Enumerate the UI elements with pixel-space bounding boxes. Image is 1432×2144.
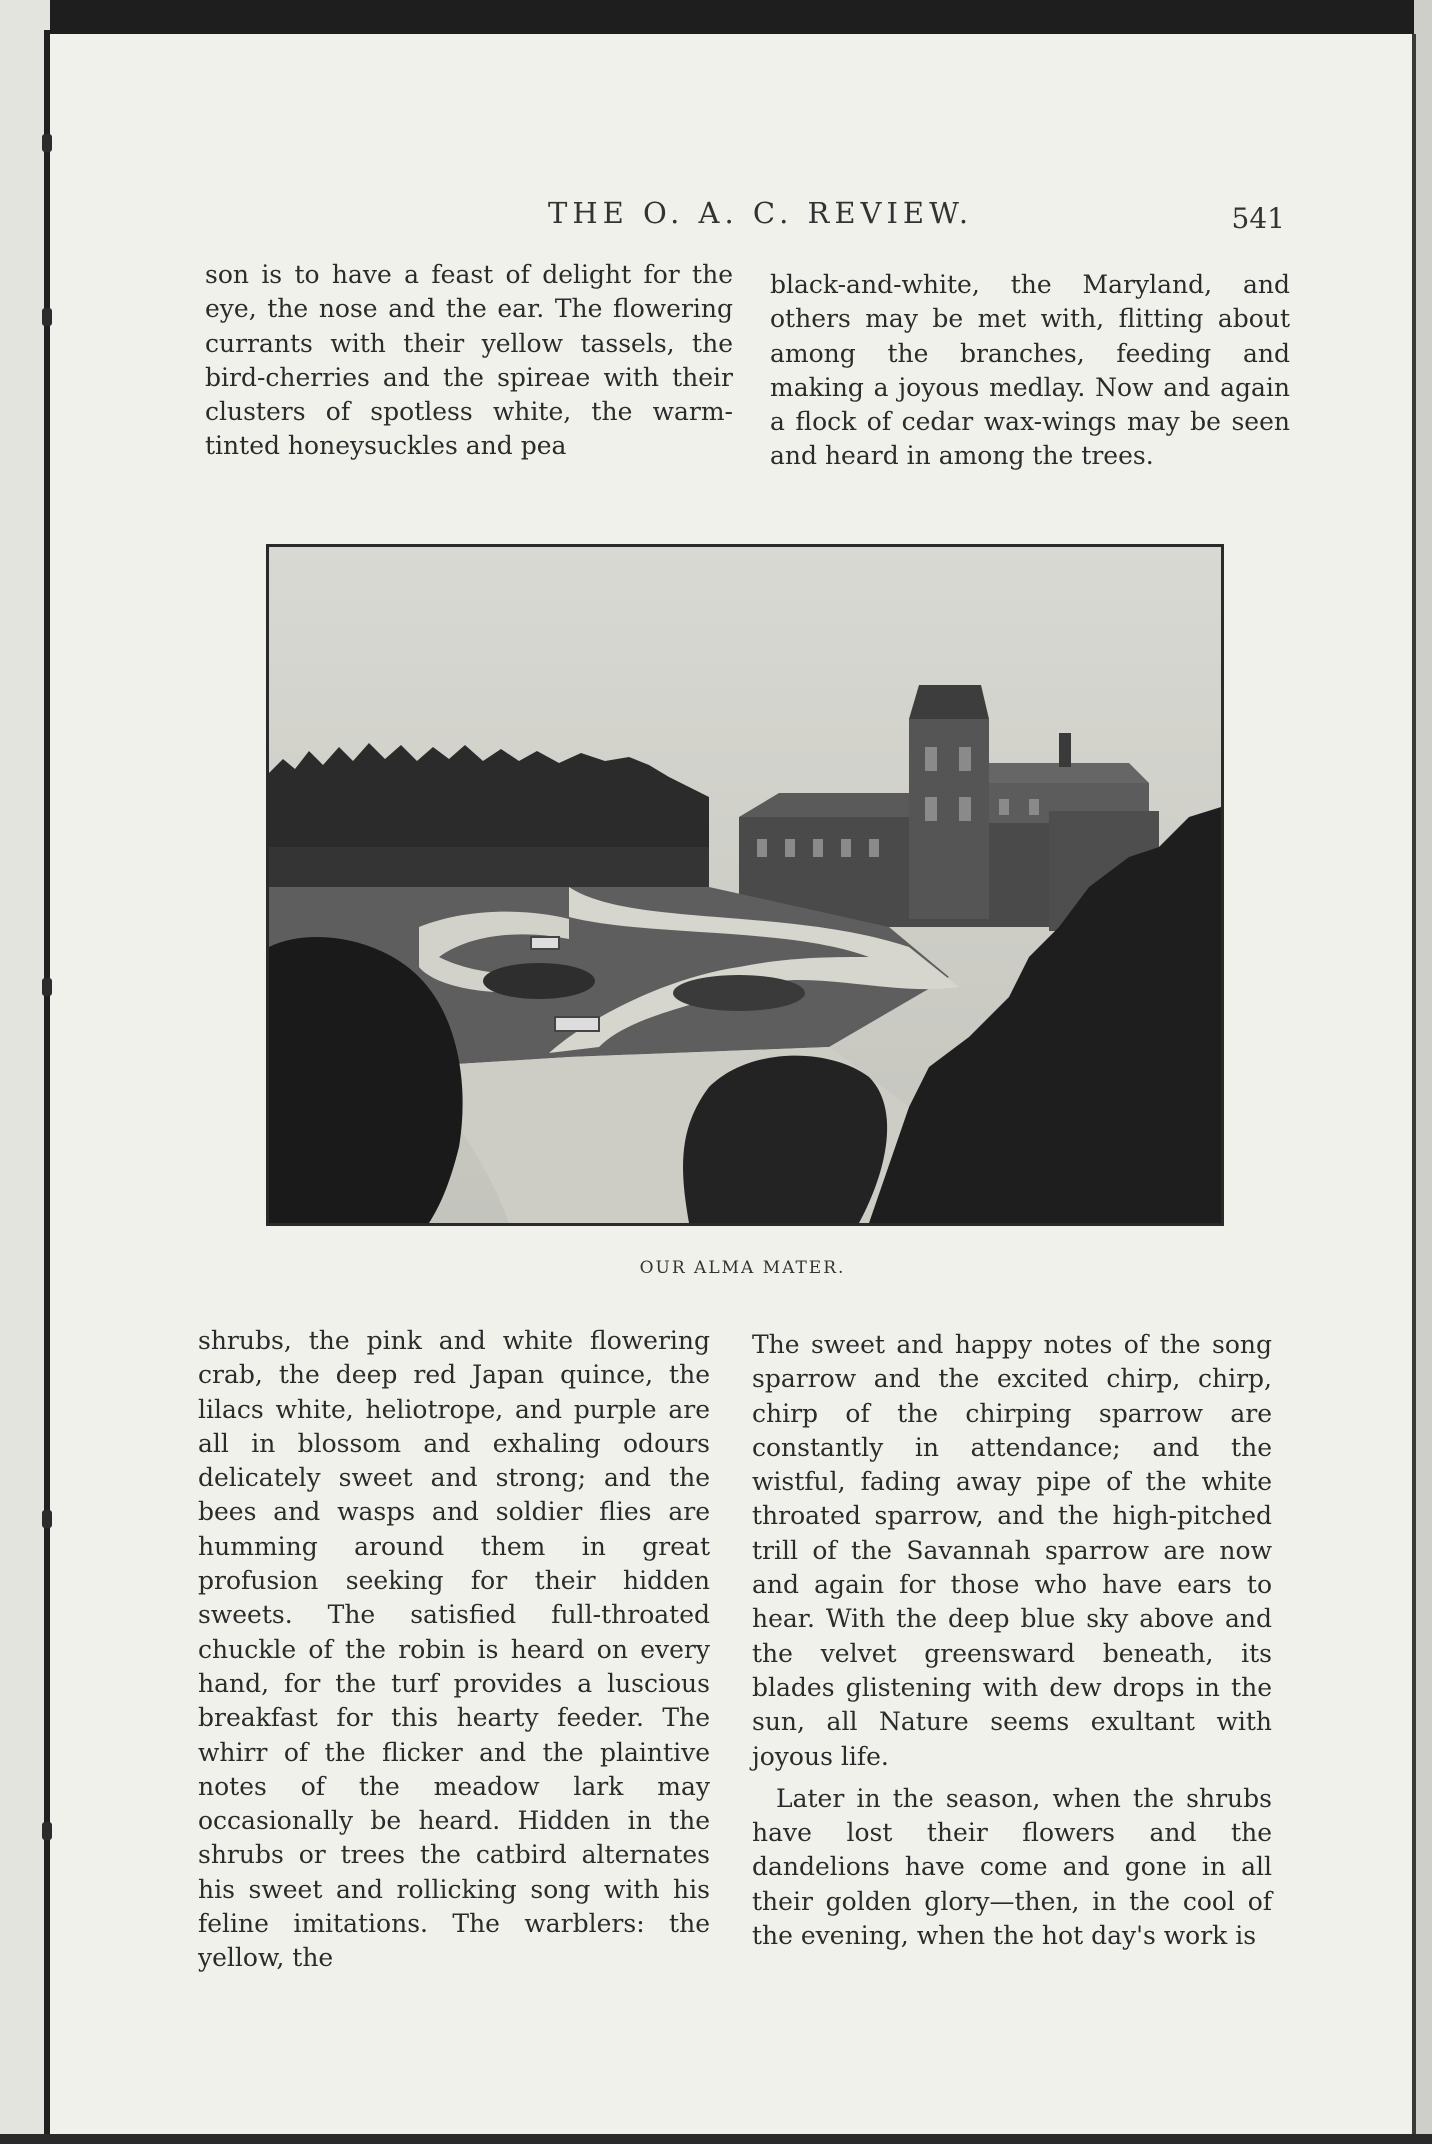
- running-header: [200, 196, 1285, 236]
- campus-photograph: [266, 544, 1224, 1226]
- scan-right-edge: [1414, 0, 1432, 2144]
- page-number: 541: [1231, 202, 1285, 235]
- figure-caption: OUR ALMA MATER.: [639, 1258, 846, 1278]
- text-column-top-left: [205, 258, 733, 464]
- text-column-bottom-left: [198, 1324, 710, 1976]
- paragraph: black-and-white, the Maryland, and others may be met with, flitting about among the branches, feeding and making a joyous medlay. Now and again a flock of cedar wax-wings may be seen and heard in among the trees.: [770, 270, 1290, 471]
- paragraph: The sweet and happy notes of the song sparrow and the excited chirp, chirp, chirp of the chirping sparrow are constantly in attendance; and the wistful, fading away pipe of the white throated sparrow, and the high-pitched trill of the Savannah sparrow are now and again for those who have ears to hear. With the deep blue sky above and the velvet greensward beneath, its blades glistening with dew drops in the sun, all Nature seems exultant with joyous life.: [752, 1330, 1272, 1771]
- text-column-top-right: [770, 268, 1290, 474]
- scan-bottom-edge: [0, 2134, 1432, 2144]
- journal-title: THE O. A. C. REVIEW.: [548, 196, 974, 230]
- text-column-bottom-right: [752, 1328, 1272, 1953]
- paragraph: Later in the season, when the shrubs have lost their flowers and the dandelions have come and gone in all their golden glory—then, in the cool of the evening, when the hot day's work is: [752, 1783, 1272, 1951]
- campus-photo-illustration: [269, 547, 1221, 1223]
- scan-top-edge: [0, 0, 1432, 34]
- page-right-edge: [1412, 34, 1416, 2144]
- paragraph: shrubs, the pink and white flowering crab, the deep red Japan quince, the lilacs white, heliotrope, and purple are all in blossom and exhaling odours delicately sweet and strong; and the bees and wasps and soldier flies are humming around them in great profusion seeking for their hidden sweets. The satisfied full-throated chuckle of the robin is heard on every hand, for the turf provides a luscious breakfast for this hearty feeder. The whirr of the flicker and the plaintive notes of the meadow lark may occasionally be heard. Hidden in the shrubs or trees the catbird alternates his sweet and rollicking song with his feline imitations. The warblers: the yellow, the: [198, 1326, 710, 1973]
- paragraph: son is to have a feast of delight for the eye, the nose and the ear. The flowering currants with their yellow tassels, the bird-cherries and the spireae with their clusters of spotless white, the warm-tinted honeysuckles and pea: [205, 260, 733, 461]
